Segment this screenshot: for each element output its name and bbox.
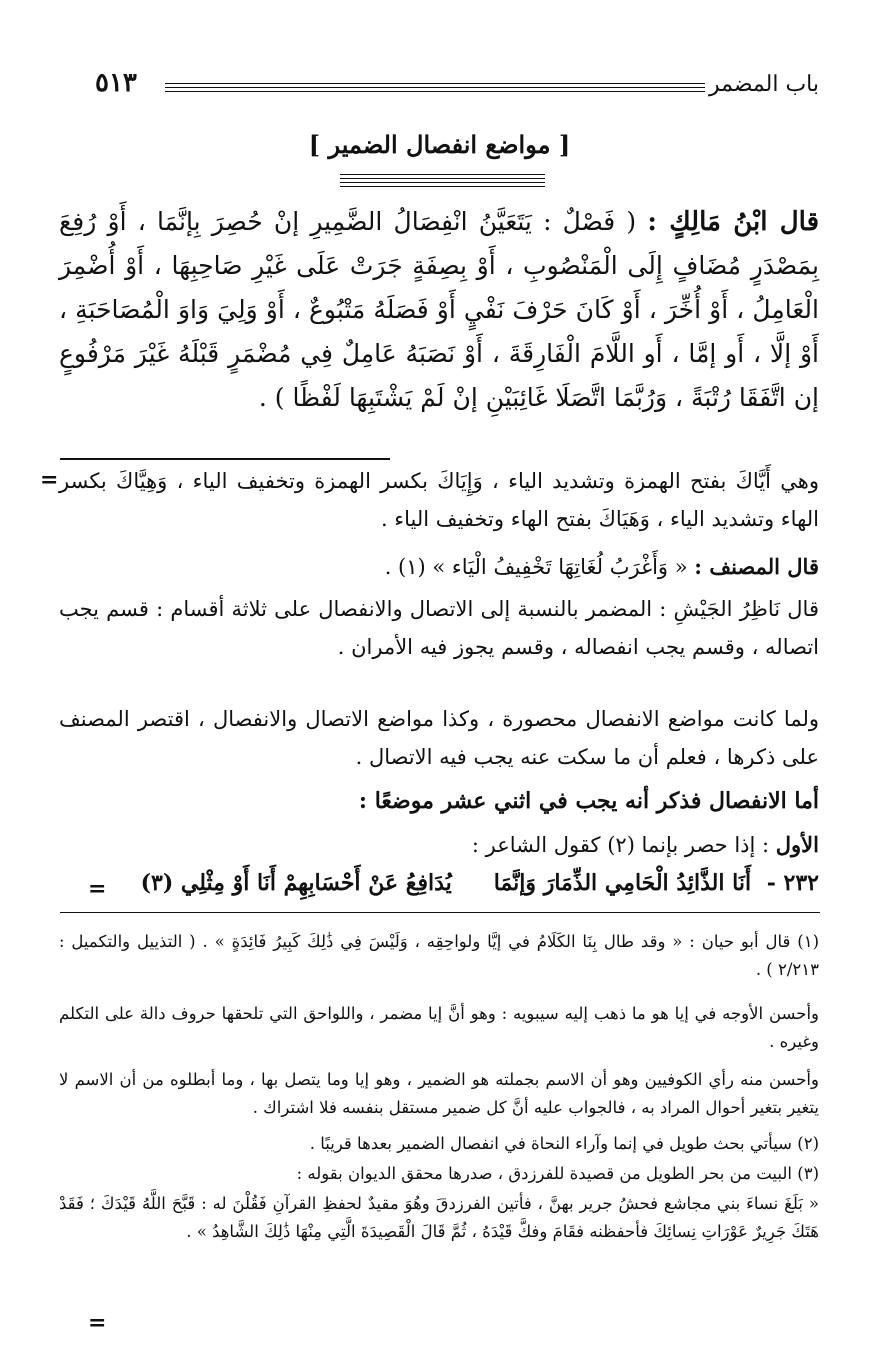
footnote: (١) قال أبو حيان : « وقد طال بِنَا الكَلَامُ في إيَّا ولواحِقِه ، وَلَيْسَ فِي ذَٰلِكَ كَبِيرُ فَائِدَةٍ » . ( التذييل والتكميل : ٢/٢١٣ ) .: [59, 932, 819, 979]
header-rule: [165, 87, 705, 88]
continuation-mark: =: [40, 467, 59, 493]
commentary-paragraph: قال نَاظِرُ الجَيْشِ : المضمر بالنسبة إلى الاتصال والانفصال على ثلاثة أقسام : قسم يجب اتصاله ، وقسم يجب انفصاله ، وقسم يجوز فيه الأمران .: [59, 597, 819, 659]
section-title: [ مواضع انفصال الضمير ]: [308, 130, 571, 159]
author-label: قال المصنف :: [694, 554, 819, 579]
poetry-verse: [141, 870, 819, 896]
footnote: وأحسن الأوجه في إيا هو ما ذهب إليه سيبويه : وهو أنَّ إيا مضمر ، واللواحق التي تلحقها حروف دالة على التكلم وغيره .: [59, 1004, 819, 1051]
commentary-paragraph: وهي أَيَّاكَ بفتح الهمزة وتشديد الياء ، وَإِيَاكَ بكسر الهمزة وتخفيف الياء ، وَهِيَّاكَ بكسر الهاء وتشديد الياء ، وَهَيَاكَ بفتح الهاء وتخفيف الياء .: [59, 469, 819, 531]
header-rule: [165, 83, 705, 84]
author-quote: « وَأَغْرَبُ لُغَاتِهَا تَخْفِيفُ الْيَاء » (١) .: [384, 555, 688, 579]
footnote: (٣) البيت من بحر الطويل من قصيدة للفرزدق ، صدرها محقق الديوان بقوله :: [296, 1164, 819, 1183]
footnote: (٢) سيأتي بحث طويل في إنما وآراء النحاة في انفصال الضمير بعدها قريبًا .: [309, 1134, 819, 1153]
first-item-text: : إذا حصر بإنما (٢) كقول الشاعر :: [471, 833, 770, 857]
commentary-paragraph: ولما كانت مواضع الانفصال محصورة ، وكذا مواضع الاتصال والانفصال ، اقتصر المصنف على ذكرها ، فعلم أن ما سكت عنه يجب فيه الاتصال .: [59, 707, 819, 769]
matn-speaker: قال ابْنُ مَالِكٍ :: [647, 207, 819, 237]
title-underline: [340, 182, 545, 183]
footnote-separator: [60, 912, 820, 913]
page-number: ٥١٣: [95, 68, 137, 98]
commentary-paragraph: [59, 826, 819, 864]
commentary-heading: أما الانفصال فذكر أنه يجب في اثني عشر موضعًا :: [358, 788, 819, 814]
first-item-label: الأول: [775, 832, 819, 857]
verse-first-half: [494, 870, 819, 896]
matn-body: ( فَصْلٌ : يَتَعَيَّنُ انْفِصَالُ الضَّمِيرِ إنْ حُصِرَ بِإنَّمَا ، أَوْ رُفِعَ بِمَصْدَرٍ مُضَافٍ إِلَى الْمَنْصُوبِ ، أَوْ بِصِفَةٍ جَرَتْ عَلَى غَيْرِ صَاحِبِهَا ، أَوْ أُضْمِرَ الْعَامِلُ ، أَوْ أُخِّرَ ، أَوْ كَانَ حَرْفَ نَفْيٍ أَوْ فَصَلَهُ مَتْبُوعٌ ، أَوْ وَلِيَ وَاوَ الْمُصَاحَبَةِ ، أَوْ إلَّا ، أَو إمَّا ، أَو اللَّامَ الْفَارِقَةَ ، أَوْ نَصَبَهُ عَامِلٌ فِي مُضْمَرٍ قَبْلَهُ غَيْرَ مَرْفُوعٍ إن اتَّفَقَا رُتْبَةً ، وَرُبَّمَا اتَّصَلَا غَائِبَيْنِ إنْ لَمْ يَشْتَبِهَا لَفْظًا ) .: [59, 207, 819, 412]
title-underline: [340, 186, 545, 187]
matn-text: [59, 200, 819, 420]
continuation-mark: =: [88, 1310, 107, 1336]
footnote: وأحسن منه رأي الكوفيين وهو أن الاسم بجملته هو الضمير ، وهو إيا وما يتصل بها ، وما أبطلوه من أن الاسم لا يتغير بتغير أحوال المراد به ، فالجواب عليه أنَّ كل ضمير مستقل بنفسه فلا اشتراك .: [59, 1070, 819, 1117]
title-underline: [340, 178, 545, 179]
matn-separator: [60, 458, 390, 460]
header-rule: [165, 91, 705, 92]
footnote: « بَلَغَ نساءَ بني مجاشع فحشُ جرير بهنَّ ، فأتين الفرزدقَ وهُوَ مقيدٌ لحفظِ القرآنِ فَقُلْنَ له : قَبَّحَ اللَّهُ قَيْدَكَ ؛ فَقَدْ هَتَكَ جَرِيرٌ عَوْرَاتِ نِسائِكَ فأحفظنه فقَامَ وفكَّ قَيْدَهُ ، ثُمَّ قَالَ الْقَصِيدَةَ الَّتِي مِنْهَا ذَٰلِكَ الشَّاهِدُ » .: [59, 1194, 819, 1241]
verse-number: ٢٣٢ -: [766, 870, 819, 896]
running-head-chapter: باب المضمر: [709, 72, 819, 97]
title-underline: [340, 174, 545, 175]
commentary-paragraph: [59, 548, 819, 586]
continuation-mark: =: [88, 876, 107, 902]
verse-hemistich-2: يُدَافِعُ عَنْ أَحْسَابِهِمْ أَنَا أَوْ مِثْلِي (٣): [140, 870, 452, 896]
verse-hemistich-1: أَنَا الذَّائِدُ الْحَامِي الذِّمَارَ وَإنَّمَا: [493, 870, 752, 896]
